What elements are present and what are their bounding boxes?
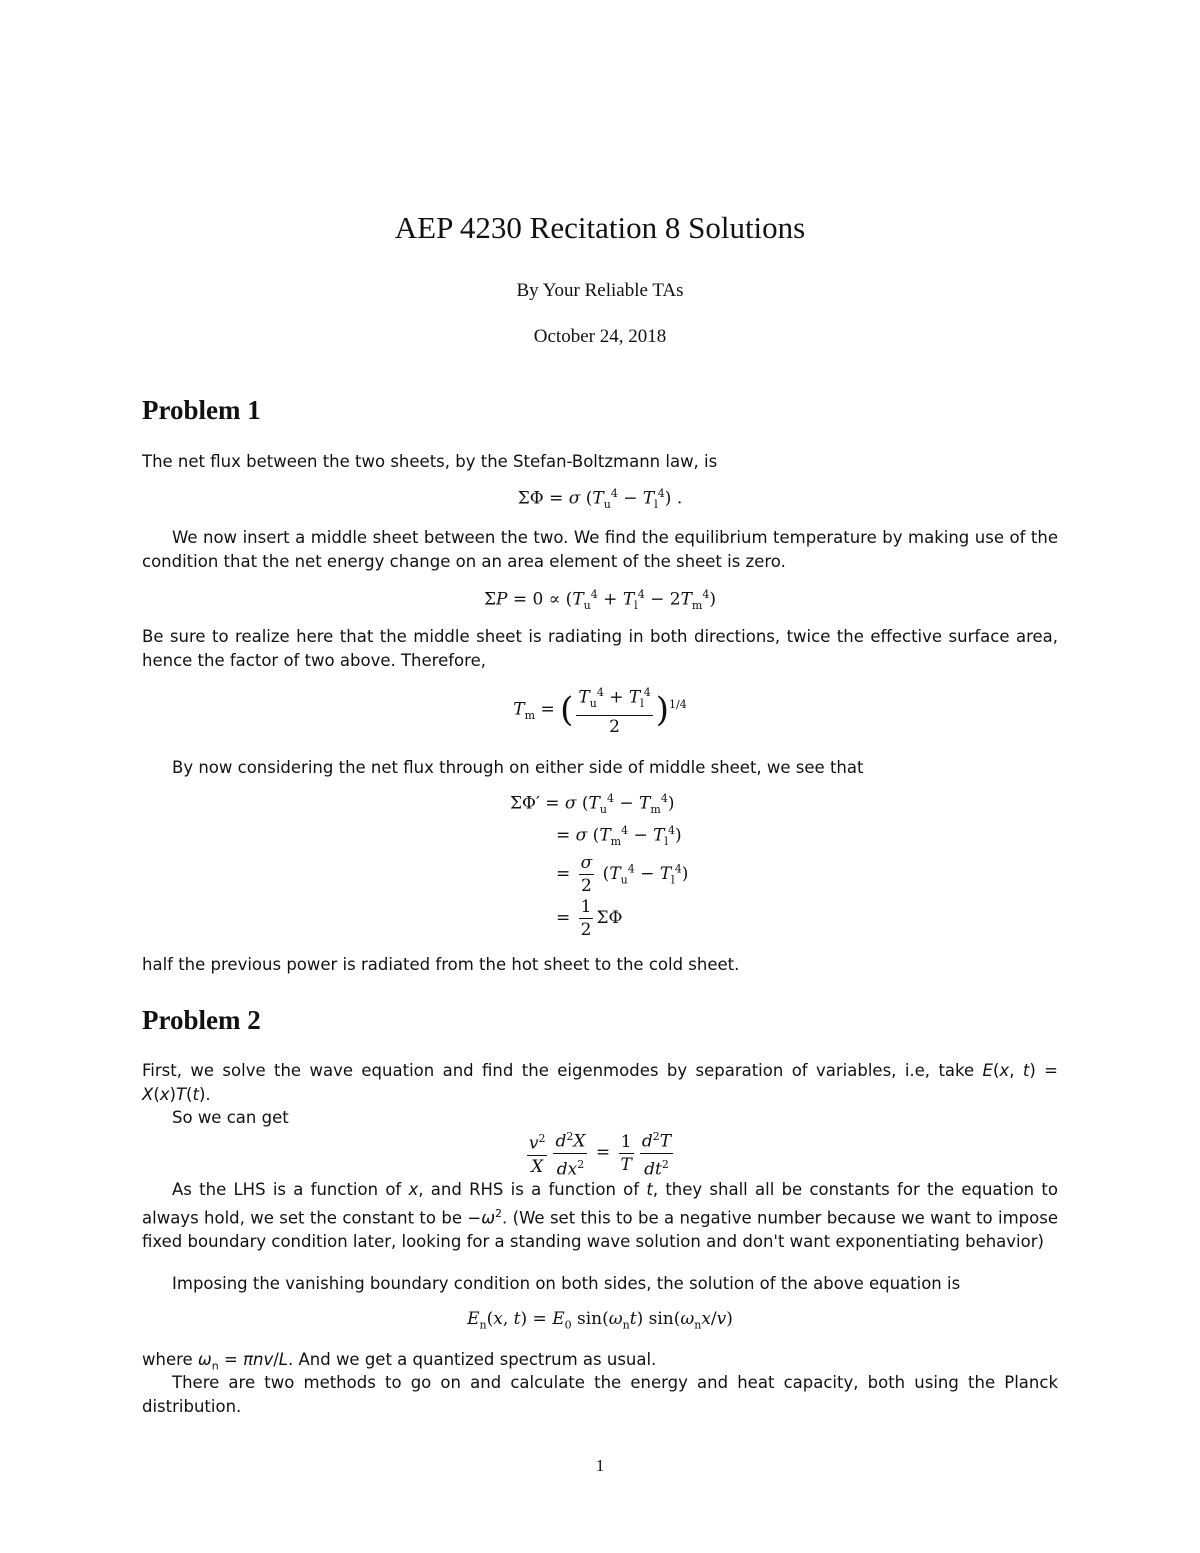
document-date: October 24, 2018 bbox=[533, 326, 667, 347]
problem-2-paragraph-1: First, we solve the wave equation and find the eigenmodes by separation of variables, i.e, take E(x, t) = X(x)T(t). bbox=[142, 1061, 1058, 1104]
problem-1-heading: Problem 1 bbox=[142, 395, 261, 425]
equation-row-3: = $\frac{\sigma}{2}$ $(T_u^4 - T_l^4)$ bbox=[556, 853, 689, 896]
problem-2-paragraph-4: Imposing the vanishing boundary condition on both sides, the solution of the above equation is bbox=[172, 1274, 961, 1293]
problem-1-paragraph-5: half the previous power is radiated from the hot sheet to the cold sheet. bbox=[142, 955, 740, 974]
problem-1-paragraph-2: We now insert a middle sheet between the two. We find the equilibrium temperature by making use of the condition that the net energy change on an area element of the sheet is zero. bbox=[142, 528, 1058, 571]
problem-1-paragraph-3: Be sure to realize here that the middle sheet is radiating in both directions, twice the effective surface area, hence the factor of two above. Therefore, bbox=[142, 627, 1058, 670]
problem-2-paragraph-3: As the LHS is a function of x, and RHS is a function of t, they shall all be constants for the equation to always hold, we set the constant to be $-\omega^2$. (We set this to be a negative number because we want to impose fixed boundary condition later, looking for a standing wave solution and don't want exponentiating behavior) bbox=[142, 1180, 1058, 1251]
document-title: AEP 4230 Recitation 8 Solutions bbox=[394, 210, 806, 245]
equation-energy-balance: $\Sigma P = 0 \propto (T_u^4 + T_l^4 - 2T_m^4)$ bbox=[484, 588, 716, 613]
problem-1-paragraph-1: The net flux between the two sheets, by the Stefan-Boltzmann law, is bbox=[142, 452, 718, 471]
problem-1-paragraph-4: By now considering the net flux through on either side of middle sheet, we see that bbox=[172, 758, 864, 777]
equation-row-2: = σ $(T_m^4 - T_l^4)$ bbox=[556, 824, 682, 849]
equation-separation: $\frac{v^2}{X}$ $\frac{d^2X}{dx^2}$ = $\frac{1}{T}$ $\frac{d^2T}{dt^2}$ bbox=[142, 1126, 1058, 1180]
problem-2-paragraph-5: where $\omega_n = \pi nv/L$. And we get a quantized spectrum as usual. bbox=[142, 1350, 657, 1373]
equation-row-4: = $\frac{1}{2}$ ΣΦ bbox=[556, 897, 623, 940]
document-author: By Your Reliable TAs bbox=[516, 280, 684, 301]
problem-2-heading: Problem 2 bbox=[142, 1005, 261, 1035]
page-number: 1 bbox=[595, 1456, 605, 1475]
equation-net-flux: ΣΦ = σ $(T_u^4 - T_l^4)$ . bbox=[517, 487, 683, 512]
problem-2-paragraph-2: So we can get bbox=[172, 1108, 289, 1127]
equation-row-1: ΣΦ′ = σ $(T_u^4 - T_m^4)$ bbox=[510, 792, 675, 817]
equation-middle-temperature: $T_m$ = ( $\frac{T_u^4 + T_l^4}{2}$ )$^{1/4}$ bbox=[142, 682, 1058, 738]
equation-eigenmode: $E_n(x$, $t) = E_0$ $\sin(\omega_nt)$ $\sin(\omega_nx/v)$ bbox=[467, 1309, 733, 1332]
problem-2-paragraph-6: There are two methods to go on and calculate the energy and heat capacity, both using the Planck distribution. bbox=[142, 1373, 1058, 1416]
